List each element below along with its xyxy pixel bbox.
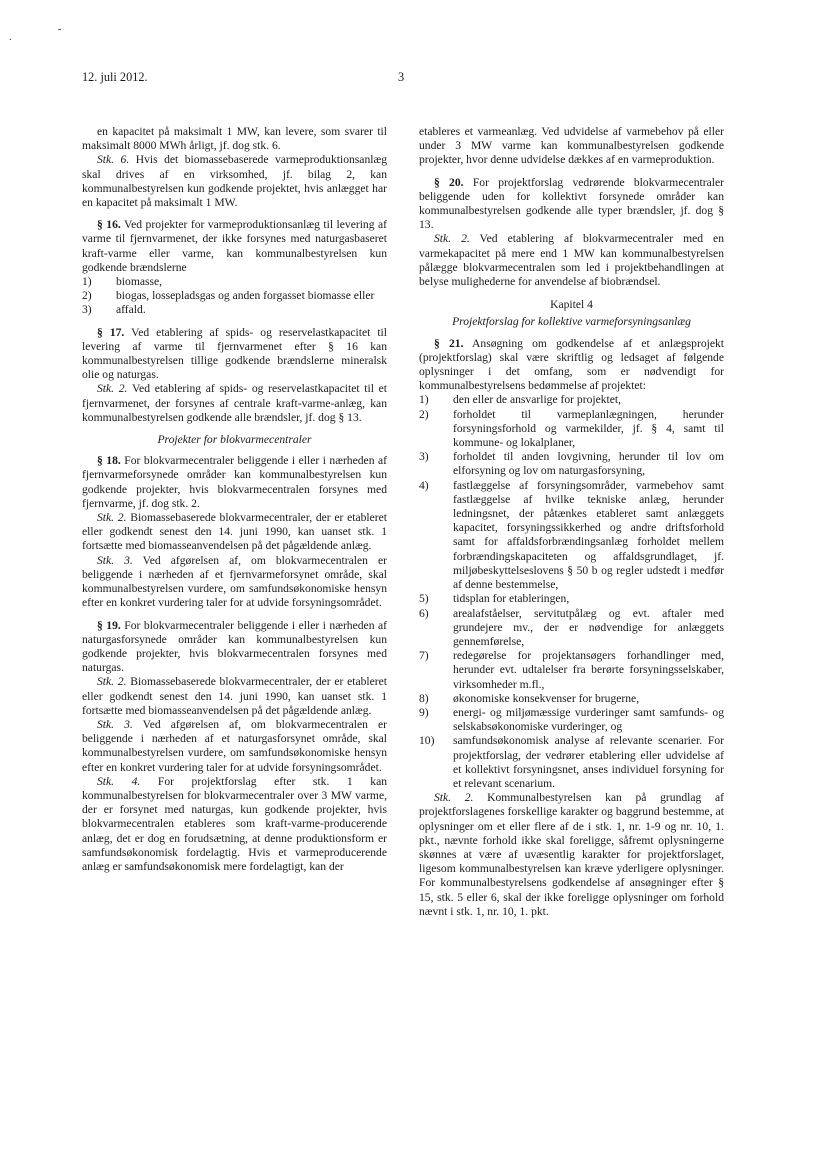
list-number: 3) xyxy=(82,303,92,317)
paragraph-text: For projektforslag efter stk. 1 kan kommunalbestyrelsen for blokvarmecentraler over 3 MW varme, der er forsynet med naturgas, kun godkende projekter, hvis blokvarmecentralen etableres som kraft-varme-producerende anlæg, det er dog en forudsætning, at denne produktionsform er samfundsøkonomisk fordelagtig. Hvis et varmeproducerende anlæg er samfundsøkonomisk mere fordelagtigt, kan der xyxy=(82,774,388,873)
list-number: 8) xyxy=(419,691,429,705)
list-item xyxy=(419,479,724,593)
section-label: § 21. xyxy=(434,336,464,350)
list-number: 2) xyxy=(419,407,429,421)
list-item xyxy=(82,289,387,303)
list-number: 3) xyxy=(419,450,429,464)
section-label: § 17. xyxy=(97,325,125,339)
list-section-21 xyxy=(419,393,724,791)
stk-label: Stk. 2. xyxy=(434,232,470,246)
list-text: biogas, lossepladsgas og anden forgasset biomasse eller xyxy=(116,289,375,303)
paragraph-text: Ved etablering af blokvarmecentraler med en varmekapacitet på mere end 1 MW kan kommunalbestyrelsen pålægge blokvarmecentralen som led i projektbehandlingen at belyse mulighederne for anvendelse af biobrændsel. xyxy=(419,232,724,289)
list-text: forholdet til anden lovgivning, herunder til lov om elforsyning og lov om naturgasforsyning, xyxy=(453,450,724,478)
list-item xyxy=(419,692,724,706)
paragraph-section-19-stk3 xyxy=(82,718,387,775)
list-number: 7) xyxy=(419,649,429,663)
stk-label: Stk. 2. xyxy=(97,675,127,689)
section-label: § 16. xyxy=(97,218,121,232)
list-number: 10) xyxy=(419,734,435,748)
list-text: redegørelse for projektansøgers forhandlinger med, herunder evt. udtalelser fra berørte forsyningsselskaber, virksomheder m.fl., xyxy=(453,649,724,691)
stk-label: Stk. 2. xyxy=(97,511,127,525)
list-item xyxy=(419,649,724,692)
stk-label: Stk. 6. xyxy=(97,153,130,167)
paragraph-section-18-stk3 xyxy=(82,554,387,611)
paragraph-section-21-stk2 xyxy=(419,791,724,919)
paragraph-section-17-stk2 xyxy=(82,382,387,425)
paragraph-text: Ved afgørelsen af, om blokvarmecentralen er beliggende i nærheden af et naturgasforsynet område, skal kommunalbestyrelsen vurdere, om samfundsøkonomiske hensyn efter en konkret vurdering taler for at udvide forsyningsområdet. xyxy=(82,717,388,774)
header-date: 12. juli 2012. xyxy=(82,70,148,84)
paragraph-section-19-stk4 xyxy=(82,775,387,874)
paragraph-text: Kommunalbestyrelsen kan på grundlag af projektforslagenes forskellige karakter og baggrund bestemme, at oplysninger om et eller flere af de i stk. 1, nr. 1-9 og nr. 10, 1. pkt., nævnte forhold ikke skal foreligge, såfremt oplysningerne skønnes at være af uvæsentlig karakter for projektforslaget, ligesom kommunalbestyrelsen kan kræve yderligere oplysninger. For kommunalbestyrelsens godkendelse af ansøgninger efter § 15, stk. 5 eller 6, skal der ikke foreligge oplysninger om forhold nævnt i stk. 1, nr. 10, 1. pkt. xyxy=(419,791,725,918)
list-item xyxy=(419,706,724,734)
section-label: § 19. xyxy=(97,618,121,632)
paragraph-section-17 xyxy=(82,326,387,383)
list-text: forholdet til varmeplanlægningen, herunder forsyningsforhold og varmekilder, jf. § 4, samt til kommune- og lokalplaner, xyxy=(453,407,724,450)
list-text: affald. xyxy=(116,303,146,317)
paragraph-section-18 xyxy=(82,454,387,511)
list-text: arealafståelser, servitutpålæg og evt. aftaler med grundejere mv., der er nødvendige for anlæggets gennemførelse, xyxy=(453,606,724,648)
paragraph-text: Biomassebaserede blokvarmecentraler, der er etableret eller godkendt senest den 14. juni 1990, kan uanset stk. 1 fortsætte med biomasseanvendelsen på det pågældende anlæg. xyxy=(82,511,387,553)
scan-mark: . xyxy=(9,32,12,43)
subheading-projektforslag: Projektforslag for kollektive varmeforsyningsanlæg xyxy=(452,315,691,329)
list-text: biomasse, xyxy=(116,275,163,289)
paragraph-section-18-stk2 xyxy=(82,511,387,554)
list-text: energi- og miljømæssige vurderinger samt samfunds- og selskabsøkonomiske vurderinger, og xyxy=(453,705,724,734)
list-item xyxy=(419,607,724,650)
paragraph-section-20 xyxy=(419,176,724,233)
list-number: 4) xyxy=(419,478,429,492)
list-item xyxy=(419,450,724,478)
stk-label: Stk. 4. xyxy=(97,774,141,788)
list-text: tidsplan for etableringen, xyxy=(453,592,570,606)
paragraph-continuation: en kapacitet på maksimalt 1 MW, kan levere, som svarer til maksimalt 8000 MWh årligt, jf. dog stk. 6. xyxy=(82,125,387,153)
page-number: 3 xyxy=(398,70,405,84)
paragraph-section-21 xyxy=(419,337,724,394)
list-number: 9) xyxy=(419,705,429,719)
paragraph-stk6 xyxy=(82,153,387,210)
list-item xyxy=(82,275,387,289)
subheading-blokvarmecentraler: Projekter for blokvarmecentraler xyxy=(157,433,312,447)
list-item xyxy=(419,393,724,407)
paragraph-text: For blokvarmecentraler beliggende i eller i nærheden af naturgasforsynede områder kan kommunalbestyrelsen kun godkende projekter, hvis blokvarmecentralen forsynes med naturgas. xyxy=(82,618,387,675)
list-item xyxy=(82,303,387,317)
list-number: 1) xyxy=(82,275,92,289)
paragraph-text: For projektforslag vedrørende blokvarmecentraler beliggende uden for kollektivt forsynede områder kan kommunalbestyrelsen godkende alle typer brændsler, jf. dog § 13. xyxy=(419,175,725,232)
paragraph-section-19-stk2 xyxy=(82,675,387,718)
stk-label: Stk. 3. xyxy=(97,717,133,731)
stk-label: Stk. 2. xyxy=(97,382,128,396)
right-column xyxy=(419,125,724,919)
list-number: 6) xyxy=(419,606,429,620)
paragraph-section-16 xyxy=(82,218,387,275)
stk-label: Stk. 3. xyxy=(97,553,133,567)
paragraph-continuation: etableres et varmeanlæg. Ved udvidelse af varmebehov på eller under 3 MW varme kan kommunalbestyrelsen godkende projekter, hvor denne udvidelse dækkes af en varmeproduktion. xyxy=(419,125,724,167)
paragraph-text: Ved etablering af spids- og reservelastkapacitet til et fjernvarmenet, der forsynes af centrale kraft-varme-anlæg, kan kommunalbestyrelsen godkende alle brændsler, jf. dog § 13. xyxy=(82,382,387,424)
list-text: økonomiske konsekvenser for brugerne, xyxy=(453,691,640,705)
paragraph-text: Ansøgning om godkendelse af et anlægsprojekt (projektforslag) skal være skriftlig og ledsaget af følgende oplysninger i det omfang, som er nødvendigt for kommunalbestyrelsens bedømmelse af projektet: xyxy=(419,336,725,393)
paragraph-section-20-stk2 xyxy=(419,232,724,289)
paragraph-text: Biomassebaserede blokvarmecentraler, der er etableret eller godkendt senest den 14. juni 1990, kan uanset stk. 1 fortsætte med biomasseanvendelsen på det pågældende anlæg. xyxy=(82,675,387,717)
list-text: fastlæggelse af forsyningsområder, varmebehov samt fastlæggelse af hvilke tekniske anlæg, herunder ledningsnet, der påtænkes etableret samt anlæggets kapacitet, forsyningssikkerhed og andre driftsforhold samt for affaldsforbrændingsanlæg forholdet mellem forbrændingskapaciteten og affaldsgrundlaget, jf. miljøbeskyttelseslovens § 50 b og regler udstedt i medfør af denne bestemmelse, xyxy=(453,478,724,592)
list-section-16 xyxy=(82,275,387,318)
list-text: samfundsøkonomisk analyse af relevante scenarier. For projektforslag, der vedrører etablering eller udvidelse af et kollektivt forsyningsnet, anses individuel forsyning for et relevant scenarium. xyxy=(453,734,724,790)
chapter-heading: Kapitel 4 xyxy=(550,298,593,312)
stk-label: Stk. 2. xyxy=(434,791,474,805)
paragraph-text: Ved etablering af spids- og reservelastkapacitet til levering af varme til fjernvarmenet efter § 16 kan kommunalbestyrelsen tillige godkende brændslerne mineralsk olie og naturgas. xyxy=(82,325,387,382)
list-number: 5) xyxy=(419,592,429,606)
paragraph-text: Hvis det biomassebaserede varmeproduktionsanlæg skal drives af en virksomhed, jf. bilag 2, kan kommunalbestyrelsen kun godkende projektet, hvis anlægget har en kapacitet på maksimalt 1 MW. xyxy=(82,153,387,210)
list-item xyxy=(419,734,724,791)
paragraph-text: Ved projekter for varmeproduktionsanlæg til levering af varme til fjernvarmenet, der ikke forsynes med naturgasbaseret kraft-varme eller varme, kan kommunalbestyrelsen kun godkende brændslerne xyxy=(82,218,387,274)
section-label: § 20. xyxy=(434,175,464,189)
scan-mark: - xyxy=(58,24,62,35)
paragraph-text: Ved afgørelsen af, om blokvarmecentralen er beliggende i nærheden af et fjernvarmeforsynet område, skal kommunalbestyrelsen vurdere, om samfundsøkonomiske hensyn efter en konkret vurdering taler for at udvide forsyningsområdet. xyxy=(82,553,388,610)
list-number: 2) xyxy=(82,289,92,303)
list-text: den eller de ansvarlige for projektet, xyxy=(453,393,622,407)
list-number: 1) xyxy=(419,393,429,407)
paragraph-text: For blokvarmecentraler beliggende i eller i nærheden af fjernvarmeforsynede områder kan kommunalbestyrelsen kun godkende projekter, hvis blokvarmecentralen forsynes med fjernvarme, jf. dog stk. 2. xyxy=(82,454,387,510)
left-column xyxy=(82,125,387,874)
list-item xyxy=(419,592,724,606)
section-label: § 18. xyxy=(97,454,121,468)
list-item xyxy=(419,408,724,451)
paragraph-section-19 xyxy=(82,619,387,676)
